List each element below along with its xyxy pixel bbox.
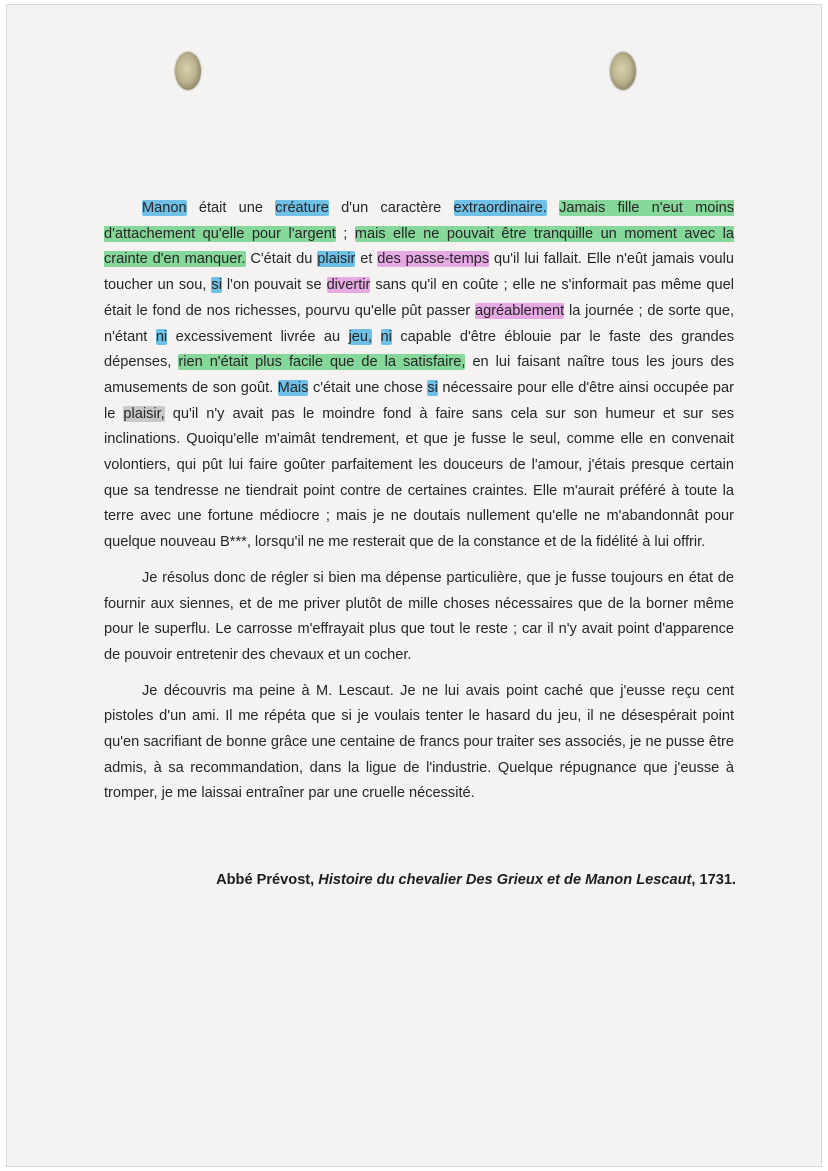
citation-author: Abbé Prévost,: [216, 872, 319, 888]
text-run: en lui faisant naître tous les jours des amusements de son goût.: [104, 354, 735, 396]
highlight-green: rien n'était plus facile que de la satisfaire,: [178, 354, 466, 371]
text-run: capable d'être éblouie par le faste des grandes dépenses,: [104, 328, 734, 371]
highlight-blue: plaisir: [317, 251, 356, 268]
highlight-blue: créature: [275, 200, 329, 216]
text-run: nécessaire pour elle d'être ainsi occupée par le: [104, 379, 735, 422]
highlight-pink: divertir: [326, 277, 371, 294]
highlight-blue: Manon: [142, 200, 187, 216]
text-run: était une: [186, 200, 276, 216]
highlight-blue: extraordinaire.: [453, 200, 547, 216]
text-run: C'était du: [245, 251, 318, 268]
highlight-green: mais elle ne pouvait être tranquille un moment avec la crainte d'en manquer.: [104, 225, 734, 268]
highlight-blue: ni: [155, 328, 168, 345]
text-run: sans qu'il en coûte ; elle ne s'informait pas même quel était le fond de nos richesses, pourvu qu'elle pût passer: [104, 277, 734, 319]
text-run: excessivement livrée au: [167, 328, 349, 345]
text-run: ;: [335, 225, 355, 242]
highlight-grey: plaisir,: [123, 405, 165, 422]
text-run: [372, 329, 380, 345]
text-run: l'on pouvait se: [221, 277, 327, 294]
highlight-blue: si: [211, 277, 222, 294]
citation: [104, 872, 736, 888]
citation-year: , 1731.: [691, 872, 736, 888]
highlight-blue: Mais: [277, 379, 309, 396]
highlight-pink: des passe-temps: [377, 251, 490, 268]
text-run: Je découvris ma peine à M. Lescaut. Je ne lui avais point caché que j'eusse reçu cent pistoles d'un ami. Il me répéta que si je voulais tenter le hasard du jeu, il ne désespérait point qu'en sacrifiant de bonne grâce une centaine de francs pour traiter ses associés, je ne pusse être admis, à sa recommandation, dans la ligue de l'industrie. Quelque répugnance que j'eusse à tromper, je me laissai entraîner par une cruelle nécessité.: [104, 682, 734, 802]
highlight-pink: agréablement: [474, 302, 565, 319]
highlight-blue: ni: [380, 328, 392, 345]
text-run: d'un caractère: [328, 200, 454, 216]
highlight-green: Jamais fille n'eut moins d'attachement qu'elle pour l'argent: [104, 200, 735, 242]
text-run: c'était une chose: [308, 379, 428, 396]
text-run: Je résolus donc de régler si bien ma dépense particulière, que je fusse toujours en état de fournir aux siennes, et de me priver plutôt de mille choses nécessaires que de la borner même pour le superflu. Le carrosse m'effrayait plus que tout le reste ; car il n'y avait point d'apparence de pouvoir entretenir des chevaux et un cocher.: [104, 569, 734, 663]
text-run: qu'il n'y avait pas le moindre fond à faire sans cela sur son humeur et sur ses inclinations. Quoiqu'elle m'aimât tendrement, et que je fusse le seul, comme elle en convenait volontiers, qui pût lui faire goûter parfaitement les douceurs de l'amour, j'étais presque certain que sa tendresse ne tiendrait point contre de certaines craintes. Elle m'aurait préféré à toute la terre avec une fortune médiocre ; mais je ne doutais nullement qu'elle ne m'abandonnât pour quelque nouveau B***, lorsqu'il ne me resterait que de la constance et de la fidélité à lui offrir.: [104, 405, 734, 551]
paragraph-3: [104, 679, 734, 808]
text-run: et: [355, 251, 378, 268]
highlight-blue: jeu,: [348, 328, 373, 345]
paragraph-1: [104, 196, 734, 556]
text-run: qu'il lui fallait. Elle n'eût jamais voulu toucher un sou,: [104, 251, 734, 294]
highlight-blue: si: [427, 379, 438, 396]
text-run: la journée ; de sorte que, n'étant: [104, 302, 734, 345]
citation-title: Histoire du chevalier Des Grieux et de Manon Lescaut: [318, 872, 692, 888]
text-run: [547, 200, 559, 216]
punch-hole-right: [610, 52, 636, 90]
paragraph-2: [104, 566, 734, 669]
punch-hole-left: [175, 52, 201, 90]
excerpt-body: [104, 196, 734, 817]
